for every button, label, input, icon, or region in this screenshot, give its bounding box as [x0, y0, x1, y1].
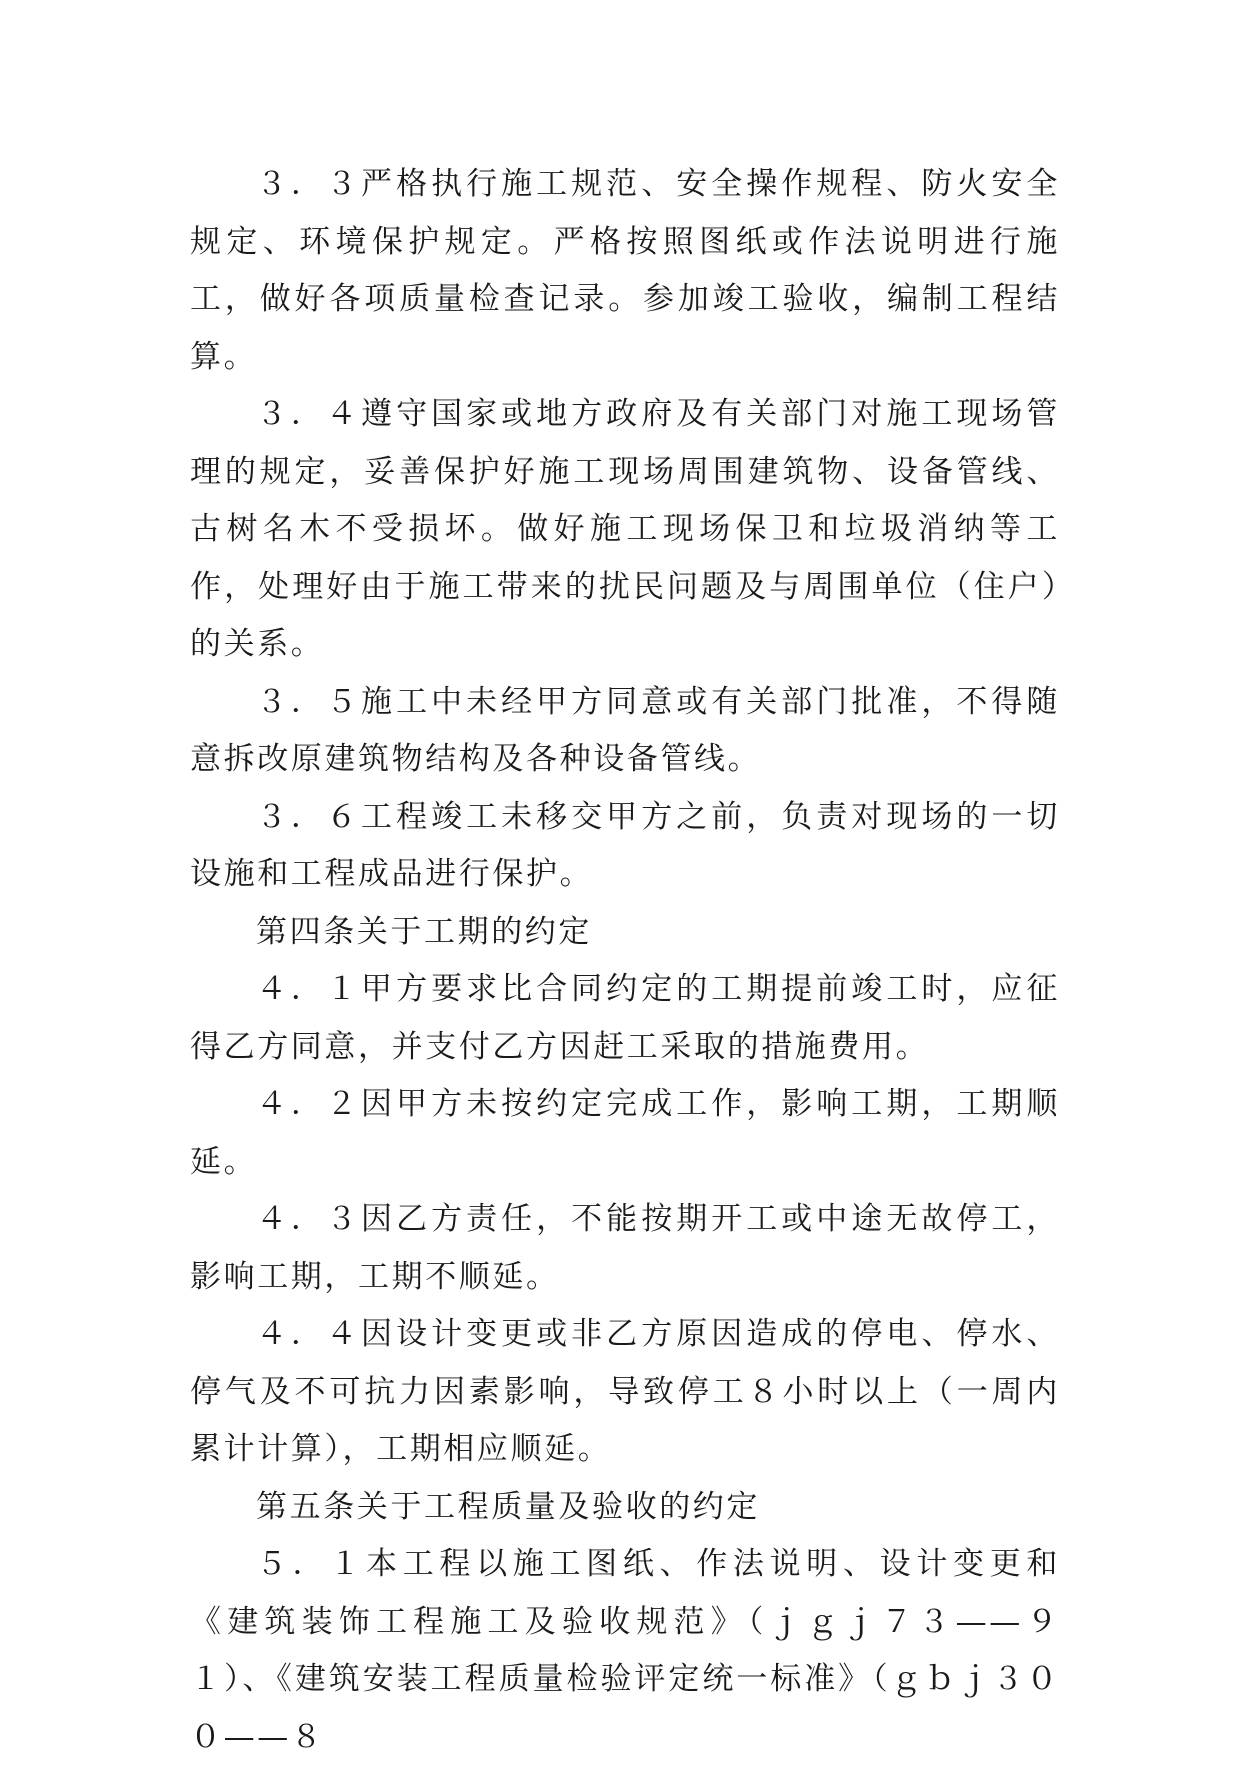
article-4-heading: 第四条关于工期的约定 — [256, 913, 592, 950]
clause-4-2: ４．２因甲方未按约定完成工作，影响工期，工期顺延。 — [190, 1086, 1060, 1180]
article-5-heading: 第五条关于工程质量及验收的约定 — [256, 1488, 760, 1525]
clause-3-5: ３．５施工中未经甲方同意或有关部门批准，不得随意拆改原建筑物结构及各种设备管线。 — [190, 683, 1060, 777]
clause-4-1: ４．１甲方要求比合同约定的工期提前竣工时，应征得乙方同意，并支付乙方因赶工采取的措施费用。 — [190, 971, 1060, 1065]
clause-5-1: ５．１本工程以施工图纸、作法说明、设计变更和《建筑装饰工程施工及验收规范》（ｊｇｊ７３——９１）、《建筑安装工程质量检验评定统一标准》（ｇｂｊ３００——８ — [190, 1546, 1060, 1755]
clause-3-4: ３．４遵守国家或地方政府及有关部门对施工现场管理的规定，妥善保护好施工现场周围建筑物、设备管线、古树名木不受损坏。做好施工现场保卫和垃圾消纳等工作，处理好由于施工带来的扰民问题及与周围单位（住户）的关系。 — [190, 396, 1060, 662]
clause-4-3: ４．３因乙方责任，不能按期开工或中途无故停工，影响工期，工期不顺延。 — [190, 1201, 1060, 1295]
clause-3-3: ３．３严格执行施工规范、安全操作规程、防火安全规定、环境保护规定。严格按照图纸或作法说明进行施工，做好各项质量检查记录。参加竣工验收，编制工程结算。 — [190, 166, 1060, 375]
clause-4-4: ４．４因设计变更或非乙方原因造成的停电、停水、停气及不可抗力因素影响，导致停工８小时以上（一周内累计计算），工期相应顺延。 — [190, 1316, 1060, 1467]
document-body — [190, 156, 1060, 1766]
clause-3-6: ３．６工程竣工未移交甲方之前，负责对现场的一切设施和工程成品进行保护。 — [190, 798, 1060, 892]
